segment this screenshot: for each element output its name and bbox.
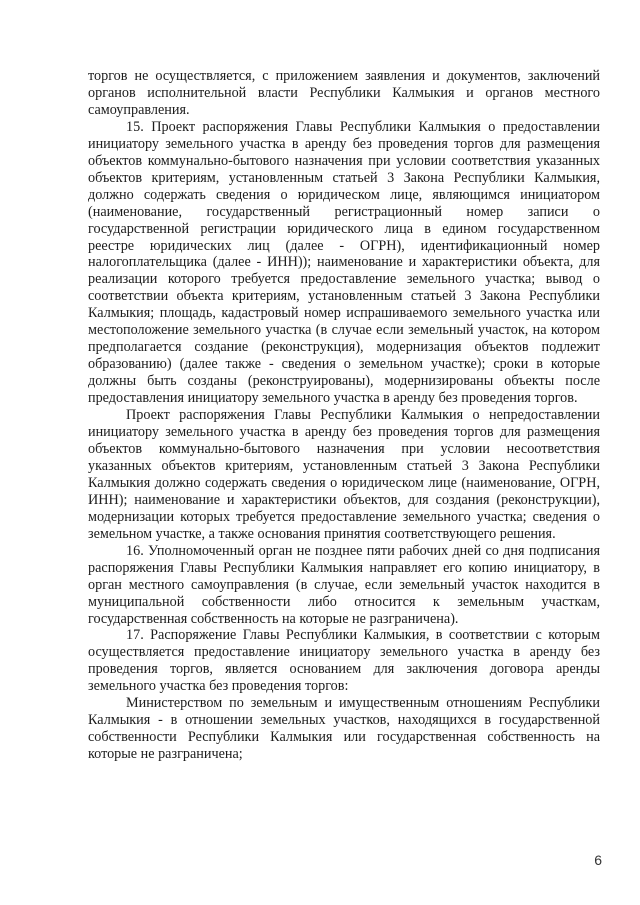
- paragraph-continuation: торгов не осуществляется, с приложением заявления и документов, заключений органов исполнительной власти Республики Калмыкия и органов местного самоуправления.: [88, 68, 600, 118]
- paragraph-15-second: Проект распоряжения Главы Республики Калмыкия о непредоставлении инициатору земельного участка в аренду без проведения торгов для размещения объектов коммунально-бытового назначения при условии несоответствия указанных объектов критериям, установленным статьей 3 Закона Республики Калмыкия должно содержать сведения о юридическом лице (наименование, ОГРН, ИНН); наименование и характеристики объектов, для создания (реконструкции), модернизации которых требуется предоставление земельного участка; сведения о земельном участке, а также основания принятия соответствующего решения.: [88, 407, 600, 542]
- paragraph-17-ministry: Министерством по земельным и имущественным отношениям Республики Калмыкия - в отношении земельных участков, находящихся в государственной собственности Республики Калмыкия или государственная собственность на которые не разграничена;: [88, 695, 600, 763]
- document-body: [88, 68, 600, 763]
- page-number: 6: [594, 852, 602, 868]
- paragraph-17: 17. Распоряжение Главы Республики Калмыкия, в соответствии с которым осуществляется предоставление инициатору земельного участка в аренду без проведения торгов, является основанием для заключения договора аренды земельного участка без проведения торгов:: [88, 627, 600, 695]
- paragraph-15: 15. Проект распоряжения Главы Республики Калмыкия о предоставлении инициатору земельного участка в аренду без проведения торгов для размещения объектов коммунально-бытового назначения при условии соответствия указанных объектов критериям, установленным статьей 3 Закона Республики Калмыкия, должно содержать сведения о юридическом лице, являющимся инициатором (наименование, государственный регистрационный номер записи о государственной регистрации юридического лица в едином государственном реестре юридических лиц (далее - ОГРН), идентификационный номер налогоплательщика (далее - ИНН)); наименование и характеристики объекта, для реализации которого требуется предоставление земельного участка; вывод о соответствии объекта критериям, установленным статьей 3 Закона Республики Калмыкия; площадь, кадастровый номер испрашиваемого земельного участка или местоположение земельного участка (в случае если земельный участок, на котором предполагается создание (реконструкция), модернизация объектов подлежит образованию) (далее также - сведения о земельном участке); сроки в которые должны быть созданы (реконструированы), модернизированы объекты после предоставления инициатору земельного участка в аренду без проведения торгов.: [88, 118, 600, 407]
- paragraph-16: 16. Уполномоченный орган не позднее пяти рабочих дней со дня подписания распоряжения Главы Республики Калмыкия направляет его копию инициатору, в орган местного самоуправления (в случае, если земельный участок находится в муниципальной собственности либо относится к земельным участкам, государственная собственность на которые не разграничена).: [88, 542, 600, 627]
